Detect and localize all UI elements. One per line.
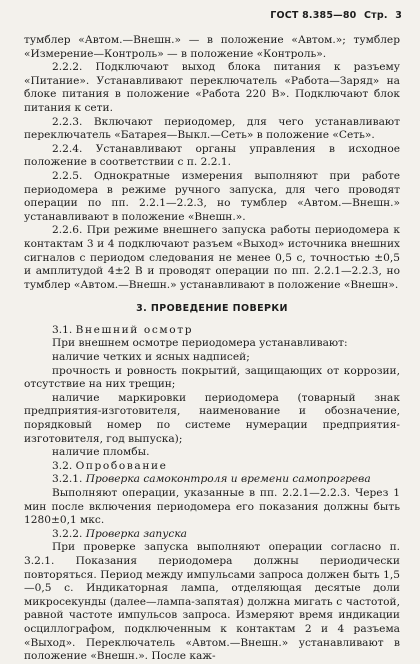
subsection-title: Проверка запуска — [85, 527, 187, 540]
paragraph-2-2-4: 2.2.4. Устанавливают органы управления в исходное положение в соответствии с п. 2.2.1. — [24, 142, 400, 169]
paragraph-continuation: тумблер «Автом.—Внешн.» — в положение «Автом.»; тумблер «Измерение—Контроль» — в положение «Контроль». — [24, 34, 400, 60]
page-header — [266, 10, 402, 21]
inspection-item: наличие четких и ясных надписей; — [52, 351, 250, 364]
standard-number: ГОСТ 8.385—80 — [270, 10, 357, 21]
inspection-item: наличие пломбы. — [52, 446, 150, 459]
section-title: 3. ПРОВЕДЕНИЕ ПОВЕРКИ — [136, 303, 288, 315]
subsection-3-2-2-heading — [24, 528, 400, 542]
subsection-number: 3.1. — [52, 323, 73, 336]
subsection-number: 3.2. — [52, 459, 73, 472]
subsection-number: 3.2.1. — [52, 473, 83, 486]
subsection-3-2-heading — [24, 460, 400, 474]
paragraph-2-2-6: 2.2.6. При режиме внешнего запуска работы периодомера к контактам 3 и 4 подключают разъем «Выход» источника внешних сигналов с периодом следования не менее 0,5 с, точностью ±0,5 и амплитудой 4±2 В и проводят операции по пп. 2.2.1—2.2.3, но тумблер «Автом.—Внешн.» устанавливают в положение «Внешн». — [24, 224, 400, 291]
page-label: Стр. — [363, 10, 388, 21]
subsection-title: Опробование — [75, 459, 168, 472]
paragraph-2-2-3: 2.2.3. Включают периодомер, для чего устанавливают переключатель «Батарея—Выкл.—Сеть» в положение «Сеть». — [24, 115, 400, 142]
document-body — [24, 34, 400, 664]
paragraph-3-2-2: При проверке запуска выполняют операции согласно п. 3.2.1. Показания периодомера должны периодически повторяться. Период между импульсами запроса должен быть 1,5—0,5 с. Индикаторная лампа, отделяющая десятые доли микросекунды (далее—лампа-запятая) должна мигать с частотой, равной частоте импульсов запроса. Измеряют время индикации осциллографом, подключенным к контактам 2 и 4 разъема «Выход». Переключатель «Автом.—Внешн.» устанавливают в положение «Внешн.». После каж- — [24, 541, 400, 663]
inspection-item: наличие маркировки периодомера (товарный знак предприятия-изготовителя, наименование и обозначение, порядковый номер по системе нумерации предприятия-изготовителя, год выпуска); — [24, 391, 400, 445]
subsection-3-1-heading — [24, 324, 400, 338]
subsection-title: Проверка самоконтроля и времени самопрогрева — [85, 473, 371, 486]
page-number: 3 — [395, 10, 402, 21]
inspection-intro: При внешнем осмотре периодомера устанавливают: — [52, 337, 348, 350]
paragraph-2-2-2: 2.2.2. Подключают выход блока питания к разъему «Питание». Устанавливают переключатель «Работа—Заряд» на блоке питания в положение «Работа 220 В». Подключают блок питания к сети. — [24, 61, 400, 114]
subsection-number: 3.2.2. — [52, 527, 83, 540]
paragraph-3-2-1: Выполняют операции, указанные в пп. 2.2.1—2.2.3. Через 1 мин после включения периодомера его показания должны быть 1280±0,1 мкс. — [24, 487, 400, 527]
inspection-item: прочность и ровность покрытий, защищающих от коррозии, отсутствие на них трещин; — [24, 364, 400, 391]
subsection-3-2-1-heading — [24, 473, 400, 487]
subsection-title: Внешний осмотр — [75, 323, 194, 336]
paragraph-2-2-5: 2.2.5. Однократные измерения выполняют при работе периодомера в режиме ручного запуска, для чего проводят операции по пп. 2.2.1—2.2.3, но тумблер «Автом.—Внешн.» устанавливают в положение «Внешн.». — [24, 169, 400, 223]
